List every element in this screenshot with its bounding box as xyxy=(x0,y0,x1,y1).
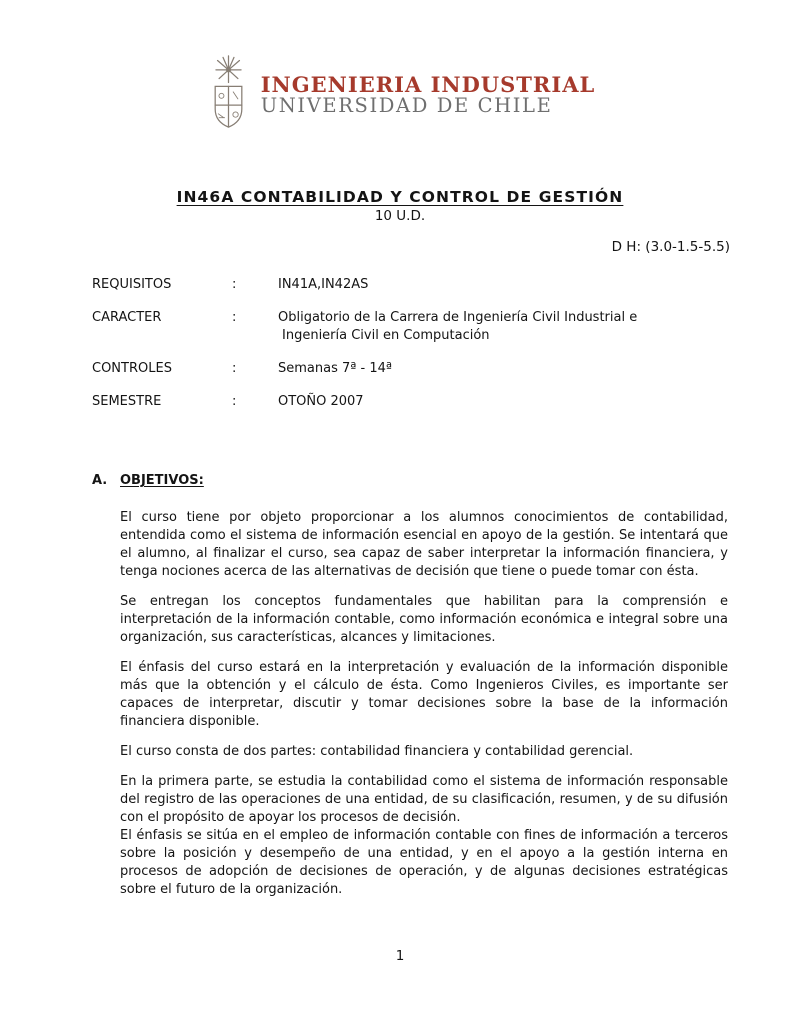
info-row-controles xyxy=(92,360,732,378)
paragraph: Se entregan los conceptos fundamentales que habilitan para la comprensión e interpretación de la información contable, como información económica e integral sobre una organización, sus características, alcances y limitaciones. xyxy=(120,594,728,645)
page-number: 1 xyxy=(395,948,405,964)
info-row-caracter xyxy=(92,309,732,345)
logo-university-name: UNIVERSIDAD DE CHILE xyxy=(260,93,553,117)
info-row-semestre xyxy=(92,393,732,411)
info-label: REQUISITOS xyxy=(92,277,172,292)
info-separator: : xyxy=(232,394,237,409)
info-value xyxy=(278,309,732,345)
paragraph: El énfasis se sitúa en el empleo de información contable con fines de información a terceros sobre la posición y desempeño de una entidad, y en el apoyo a la gestión interna en procesos de adopción de decisiones de operación, y de algunas decisiones estratégicas sobre el futuro de la organización. xyxy=(120,828,728,897)
info-label: CONTROLES xyxy=(92,361,172,376)
section-body xyxy=(92,509,728,899)
info-label: SEMESTRE xyxy=(92,394,162,409)
logo-text xyxy=(261,74,596,115)
info-separator: : xyxy=(232,361,237,376)
paragraph: El curso tiene por objeto proporcionar a los alumnos conocimientos de contabilidad, entendida como el sistema de información esencial en apoyo de la gestión. Se intentará que el alumno, al finalizar el curso, sea capaz de saber interpretar la información financiera, y tenga nociones acerca de las alternativas de decisión que tiene o puede tomar con ésta. xyxy=(120,510,728,579)
section-objetivos xyxy=(92,472,728,911)
info-value: OTOÑO 2007 xyxy=(278,394,364,409)
section-heading xyxy=(92,472,728,490)
info-value-line1: Obligatorio de la Carrera de Ingeniería Civil Industrial e xyxy=(278,310,638,325)
paragraph: El énfasis del curso estará en la interpretación y evaluación de la información disponible más que la obtención y el cálculo de ésta. Como Ingenieros Civiles, es importante ser capaces de interpretar, discutir y tomar decisiones sobre la base de la información financiera disponible. xyxy=(120,660,728,729)
university-crest-icon xyxy=(205,54,252,136)
logo-faculty-name: INGENIERIA INDUSTRIAL xyxy=(260,72,596,98)
info-label: CARACTER xyxy=(92,310,162,325)
info-value: Semanas 7ª - 14ª xyxy=(278,361,393,376)
section-title: OBJETIVOS: xyxy=(120,473,204,488)
university-logo xyxy=(0,54,800,136)
course-info-table xyxy=(92,276,732,426)
paragraph: En la primera parte, se estudia la contabilidad como el sistema de información responsable del registro de las operaciones de una entidad, de su clasificación, resumen, y de su difusión con el propósito de apoyar los procesos de decisión. xyxy=(120,774,728,825)
course-title: IN46A CONTABILIDAD Y CONTROL DE GESTIÓN xyxy=(176,188,624,206)
course-credits: 10 U.D. xyxy=(374,208,426,224)
info-value: IN41A,IN42AS xyxy=(278,277,369,292)
section-letter: A. xyxy=(92,473,108,488)
info-row-requisitos xyxy=(92,276,732,294)
title-block xyxy=(0,188,800,224)
paragraph: El curso consta de dos partes: contabilidad financiera y contabilidad gerencial. xyxy=(120,744,634,759)
hours-distribution: D H: (3.0-1.5-5.5) xyxy=(611,239,730,255)
info-separator: : xyxy=(232,277,237,292)
info-separator: : xyxy=(232,310,237,325)
info-value-line2: Ingeniería Civil en Computación xyxy=(282,328,490,343)
